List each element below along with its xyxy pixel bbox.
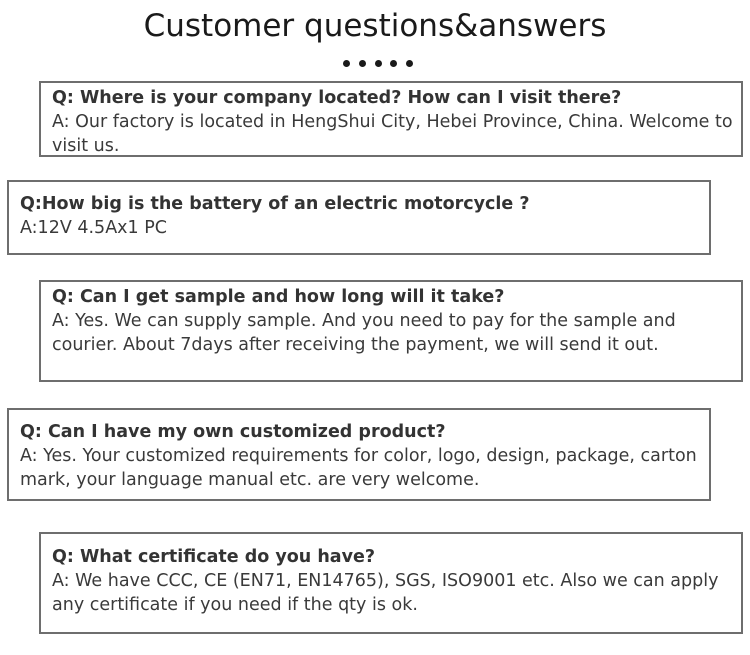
faq-question: Q: Can I get sample and how long will it take? (52, 287, 505, 307)
faq-answer: A: Our factory is located in HengShui City, Hebei Province, China. Welcome to visit us. (52, 112, 733, 156)
faq-question: Q: Can I have my own customized product? (20, 422, 446, 442)
faq-item-customization (7, 408, 711, 501)
faq-question: Q:How big is the battery of an electric motorcycle ? (20, 194, 530, 214)
dot-icon (343, 60, 350, 67)
faq-question: Q: What certificate do you have? (52, 547, 376, 567)
faq-item-sample (39, 280, 743, 382)
dot-icon (375, 60, 382, 67)
dot-icon (390, 60, 397, 67)
faq-item-certificate (39, 532, 743, 634)
faq-answer: A: We have CCC, CE (EN71, EN14765), SGS, ISO9001 etc. Also we can apply any certificate if you need if the qty is ok. (52, 571, 719, 615)
faq-answer: A: Yes. We can supply sample. And you need to pay for the sample and courier. About 7days after receiving the payment, we will send it out. (52, 311, 676, 355)
faq-question: Q: Where is your company located? How can I visit there? (52, 88, 622, 108)
faq-item-location (39, 81, 743, 157)
faq-answer: A:12V 4.5Ax1 PC (20, 218, 167, 238)
faq-answer: A: Yes. Your customized requirements for color, logo, design, package, carton mark, your language manual etc. are very welcome. (20, 446, 697, 490)
decorative-dots (343, 58, 413, 68)
page-title: Customer questions&answers (143, 8, 607, 44)
dot-icon (406, 60, 413, 67)
faq-item-battery (7, 180, 711, 255)
dot-icon (359, 60, 366, 67)
